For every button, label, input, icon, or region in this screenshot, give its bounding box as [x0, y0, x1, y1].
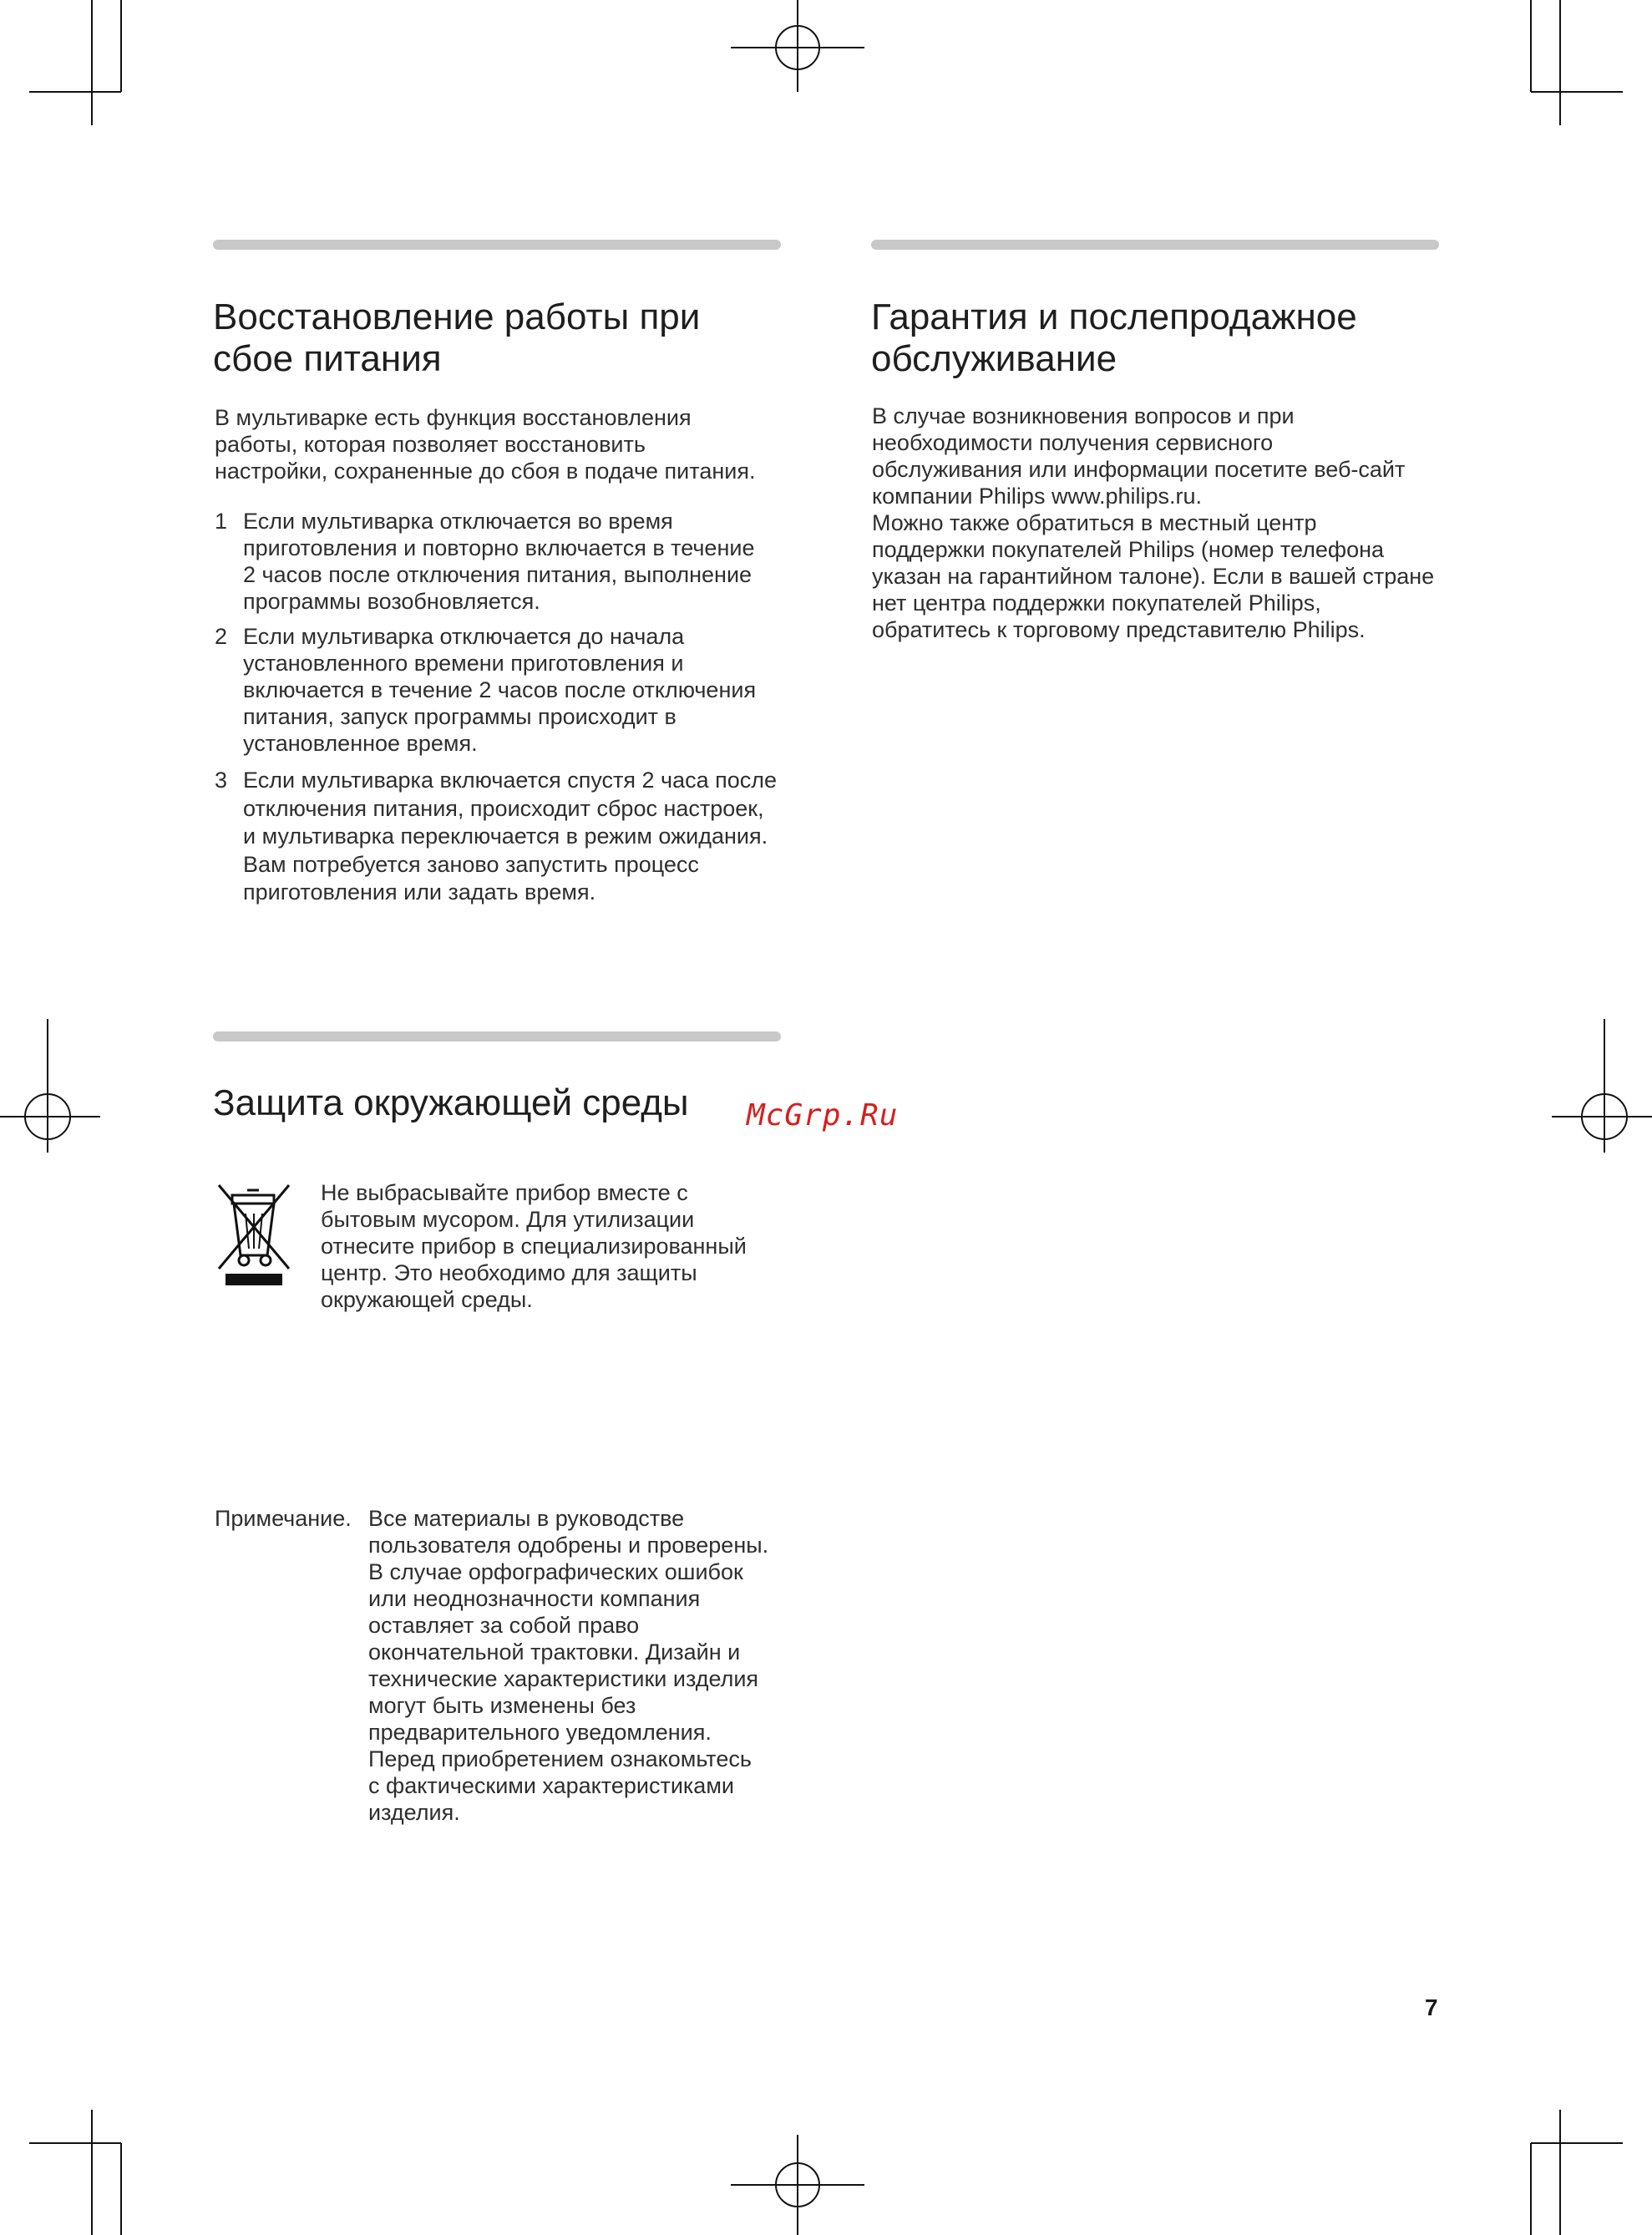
section-title-warranty: Гарантия и послепродажное обслуживание: [871, 296, 1357, 379]
crop-mark-top-left: [0, 0, 134, 134]
page-number: 7: [1425, 1994, 1438, 2020]
section-text-warranty: В случае возникновения вопросов и при необходимости получения сервисного обслуживания или информации посетите веб-сайт компании Philips www.philips.ru. Можно также обратиться в местный центр поддержки покупателей Philips (номер телефона указан на гарантийном талоне). Если в вашей стране нет центра поддержки покупателей Philips, обратитесь к торговому представителю Philips.: [872, 403, 1435, 642]
list-item-number: 3: [215, 768, 228, 793]
section-intro-power-restore: В мультиварке есть функция восстановления работы, которая позволяет восстановить настройки, сохраненные до сбоя в подаче питания.: [215, 405, 756, 484]
section-divider-bar: [213, 240, 781, 250]
crop-mark-bottom-right: [1518, 2101, 1652, 2235]
section-text-environment: Не выбрасывайте прибор вместе с бытовым мусором. Для утилизации отнесите прибор в специализированный центр. Это необходимо для защиты окружающей среды.: [321, 1180, 747, 1312]
registration-crosshair-icon: [0, 1019, 100, 1153]
registration-crosshair-icon: [731, 0, 864, 92]
note-text: Все материалы в руководстве пользователя одобрены и проверены. В случае орфографических ошибок или неоднозначности компания оставляет за собой право окончательной трактовки. Дизайн и технические характеристики изделия могут быть изменены без предварительного уведомления. Перед приобретением ознакомьтесь с фактическими характеристиками изделия.: [368, 1506, 769, 1825]
watermark-text: McGrp.Ru: [747, 1098, 899, 1133]
list-item-text: Если мультиварка включается спустя 2 часа после отключения питания, происходит сброс настроек, и мультиварка переключается в режим ожидания. Вам потребуется заново запустить процесс приготовления или задать время.: [243, 768, 778, 905]
list-item-text: Если мультиварка отключается до начала установленного времени приготовления и включается в течение 2 часов после отключения питания, запуск программы происходит в установленное время.: [243, 624, 757, 756]
note-label: Примечание.: [215, 1506, 352, 1531]
list-item-number: 2: [215, 624, 228, 649]
crossed-out-wheelie-bin-icon: [215, 1180, 292, 1293]
section-title-environment: Защита окружающей среды: [213, 1082, 689, 1123]
list-item-number: 1: [215, 509, 228, 534]
crop-mark-bottom-left: [0, 2101, 134, 2235]
section-divider-bar: [871, 240, 1439, 250]
section-title-power-restore: Восстановление работы при сбое питания: [213, 296, 701, 379]
list-item-text: Если мультиварка отключается во время приготовления и повторно включается в течение 2 часов после отключения питания, выполнение программы возобновляется.: [243, 509, 755, 614]
registration-crosshair-icon: [731, 2135, 864, 2235]
crop-mark-top-right: [1518, 0, 1652, 134]
section-divider-bar: [213, 1031, 781, 1041]
registration-crosshair-icon: [1552, 1019, 1652, 1153]
